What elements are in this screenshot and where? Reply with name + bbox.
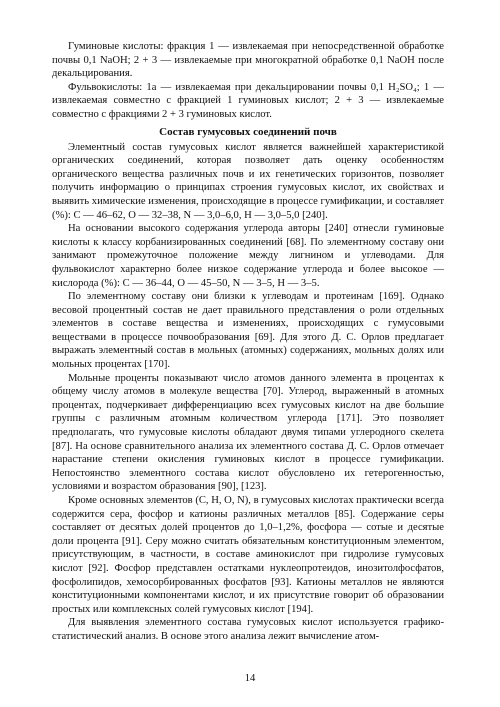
paragraph: Элементный состав гумусовых кислот является важнейшей характеристикой органических соединений, которая позволяет дать оценку особенностям органического вещества различных почв и их генетических горизонтов, позволяет получить информацию о принципах строения гумусовых кислот, их свойствах и выявить химические изменения, происходящие в процессе гумификации, и составляет (%): C — 46–62, O — 32–38, N — 3,0–6,0, H — 3,0–5,0 [240].	[52, 141, 445, 221]
paragraph: По элементному составу они близки к углеводам и протеинам [169]. Однако весовой процентный состав не дает правильного представления о роли отдельных элементов в составе вещества и изменениях, происходящих с гумусовыми веществами в процессе почвообразования [69]. Для этого Д. С. Орлов предлагает выражать элементный состав в мольных (атомных) содержаниях, мольных долях или мольных процентах [170].	[52, 291, 444, 371]
section-heading: Состав гумусовых соединений почв	[159, 125, 337, 138]
paragraph: Для выявления элементного состава гумусовых кислот используется графико-статистический анализ. В основе этого анализа лежит вычисление атом-	[52, 617, 444, 642]
paragraph: Кроме основных элементов (C, H, O, N), в гумусовых кислотах практически всегда содержится сера, фосфор и катионы различных металлов [85]. Содержание серы составляет от десятых долей процентов до 1,0–1,2%, фосфора — сотые и десятые доли процента [91]. Серу можно считать обязательным конституционным элементом, присутствующим, в частности, в составе аминокислот при гидролизе гумусовых кислот [92]. Фосфор представлен остатками нуклеопротеидов, инозитолфосфатов, фосфолипидов, хемосорбированных фосфатов [93]. Катионы металлов не являются конституционными компонентами кислот, и их присутствие говорит об образовании простых или комплексных солей гумусовых кислот [194].	[52, 495, 444, 615]
paragraph: Мольные проценты показывают число атомов данного элемента в процентах к общему числу атомов в молекуле вещества [70]. Углерод, выраженный в атомных процентах, подчеркивает дифференциацию всех гумусовых кислот на две большие группы с различным атомным количеством углерода [171]. Это позволяет предполагать, что гумусовые кислоты обладают двумя типами углеродного скелета [87]. На основе сравнительного анализа их элементного состава Д. С. Орлов отмечает нарастание степени окисления гуминовых кислот в процессе гумификации. Непостоянство элементного состава кислот обусловлено их гетерогенностью, условиями и возрастом образования [90], [123].	[52, 372, 444, 493]
page-number: 14	[244, 673, 256, 684]
paragraph: На основании высокого содержания углерода авторы [240] отнесли гуминовые кислоты к классу корбанизированных соединений [68]. По элементному составу они занимают промежуточное положение между лигнином и углеводами. Для фульвокислот характерно более низкое содержание углерода и более высокое — кислорода (%): C — 36–44, O — 45–50, N — 3–5, H — 3–5.	[52, 223, 444, 289]
definition-humic-acids: Гуминовые кислоты: фракция 1 — извлекаемая при непосредственной обработке почвы 0,1 NaOH; 2 + 3 — извлекаемые при многократной обработке 0,1 NaOH после декальцирования.	[52, 41, 444, 80]
definition-fulvic-acids: Фульвокислоты: 1а — извлекаемая при декальцировании почвы 0,1 H₂SO₄; 1 — извлекаемая совместно с фракцией 1 гуминовых кислот; 2 + 3 — извлекаемые совместно с фракциями 2 + 3 гуминовых кислот.	[52, 81, 444, 120]
